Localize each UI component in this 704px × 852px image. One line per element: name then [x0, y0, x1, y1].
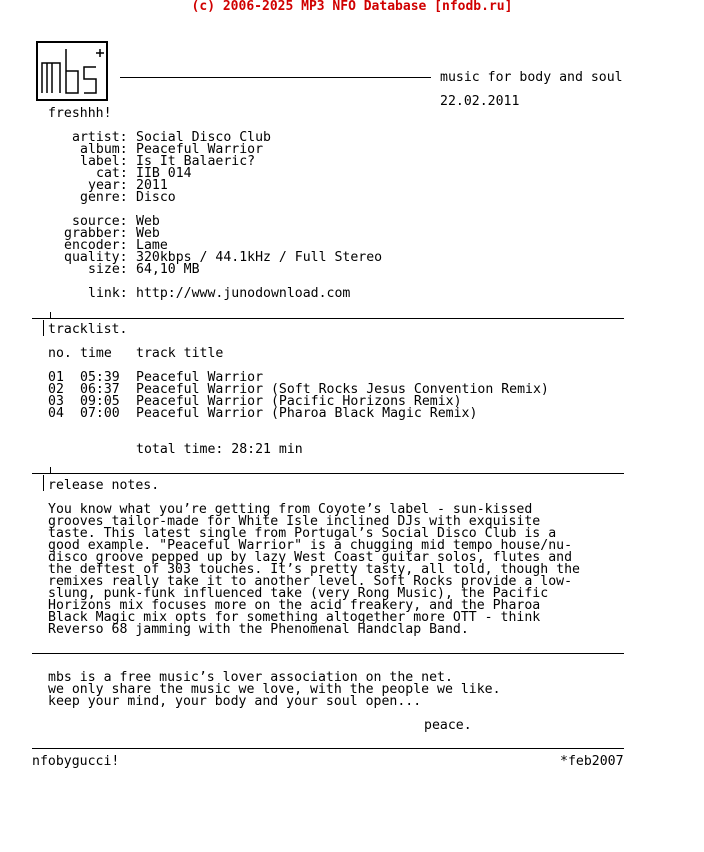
track-time: 09:05: [80, 394, 120, 409]
footer-line: keep your mind, your body and your soul open...: [48, 694, 422, 709]
info-label-link: link:: [88, 286, 128, 301]
left-signature: nfobygucci!: [32, 754, 120, 769]
bottom-rule: [32, 748, 624, 749]
info-value-grabber: Web: [136, 226, 160, 241]
col-no-header: no.: [48, 346, 72, 361]
notes-line: taste. This latest single from Portugal’s Social Disco Club is a: [48, 526, 557, 541]
info-label-grabber: grabber:: [64, 226, 128, 241]
track-no: 03: [48, 394, 64, 409]
tracklist-rule-tick: [50, 312, 51, 318]
info-label-source: source:: [72, 214, 128, 229]
tracklist-heading-bar: [43, 320, 44, 336]
right-signature: *feb2007: [560, 754, 624, 769]
track-time: 05:39: [80, 370, 120, 385]
info-value-genre: Disco: [136, 190, 176, 205]
track-time: 06:37: [80, 382, 120, 397]
notes-line: slung, punk-funk influenced take (very Rong Music), the Pacific: [48, 586, 549, 601]
track-time: 07:00: [80, 406, 120, 421]
info-value-cat: IIB 014: [136, 166, 192, 181]
track-title: Peaceful Warrior: [136, 370, 264, 385]
tagline: music for body and soul: [440, 70, 623, 85]
info-label-label: label:: [80, 154, 128, 169]
info-label-album: album:: [80, 142, 128, 157]
notes-line: You know what you’re getting from Coyote’s label - sun-kissed: [48, 502, 533, 517]
peace-text: peace.: [424, 718, 472, 733]
notes-line: remixes really take it to another level. Soft Rocks provide a low-: [48, 574, 573, 589]
header-rule: [120, 77, 431, 78]
info-value-encoder: Lame: [136, 238, 168, 253]
info-value-quality: 320kbps / 44.1kHz / Full Stereo: [136, 250, 383, 265]
info-label-year: year:: [88, 178, 128, 193]
tracklist-heading: tracklist.: [48, 322, 128, 337]
footer-line: mbs is a free music’s lover association on the net.: [48, 670, 453, 685]
info-label-artist: artist:: [72, 130, 128, 145]
info-value-link[interactable]: http://www.junodownload.com: [136, 286, 351, 301]
notes-line: grooves tailor-made for White Isle inclined DJs with exquisite: [48, 514, 541, 529]
track-title: Peaceful Warrior (Pharoa Black Magic Remix): [136, 406, 478, 421]
freshhh-text: freshhh!: [48, 106, 112, 121]
notes-heading-bar: [43, 475, 44, 491]
info-label-genre: genre:: [80, 190, 128, 205]
notes-rule-tick: [50, 467, 51, 473]
info-value-size: 64,10 MB: [136, 262, 200, 277]
info-value-year: 2011: [136, 178, 168, 193]
col-time-header: time: [80, 346, 112, 361]
info-value-artist: Social Disco Club: [136, 130, 271, 145]
info-label-encoder: encoder:: [64, 238, 128, 253]
notes-line: disco groove pepped up by lazy West Coast guitar solos, flutes and: [48, 550, 573, 565]
notes-heading: release notes.: [48, 478, 160, 493]
nfodb-credit: (c) 2006-2025 MP3 NFO Database [nfodb.ru]: [191, 0, 513, 14]
mbs-logo-icon: [36, 41, 108, 101]
track-title: Peaceful Warrior (Soft Rocks Jesus Convention Remix): [136, 382, 549, 397]
notes-line: good example. "Peaceful Warrior" is a chugging mid tempo house/nu-: [48, 538, 573, 553]
info-label-cat: cat:: [96, 166, 128, 181]
info-label-quality: quality:: [64, 250, 128, 265]
track-no: 01: [48, 370, 64, 385]
track-no: 02: [48, 382, 64, 397]
info-label-size: size:: [88, 262, 128, 277]
track-title: Peaceful Warrior (Pacific Horizons Remix): [136, 394, 462, 409]
notes-rule: [32, 473, 624, 474]
logo-text: mbs: [72, 97, 74, 98]
notes-line: the deftest of 303 touches. It’s pretty tasty, all told, though the: [48, 562, 580, 577]
info-value-label: Is It Balaeric?: [136, 154, 256, 169]
total-time: total time: 28:21 min: [136, 442, 303, 457]
release-date: 22.02.2011: [440, 94, 520, 109]
footer-line: we only share the music we love, with the people we like.: [48, 682, 501, 697]
notes-line: Black Magic mix opts for something altogether more OTT - think: [48, 610, 541, 625]
track-no: 04: [48, 406, 64, 421]
info-value-source: Web: [136, 214, 160, 229]
notes-line: Horizons mix focuses more on the acid freakery, and the Pharoa: [48, 598, 541, 613]
info-value-album: Peaceful Warrior: [136, 142, 264, 157]
notes-line: Reverso 68 jamming with the Phenomenal Handclap Band.: [48, 622, 469, 637]
tracklist-rule: [32, 318, 624, 319]
col-title-header: track title: [136, 346, 224, 361]
footer-rule: [32, 653, 624, 654]
